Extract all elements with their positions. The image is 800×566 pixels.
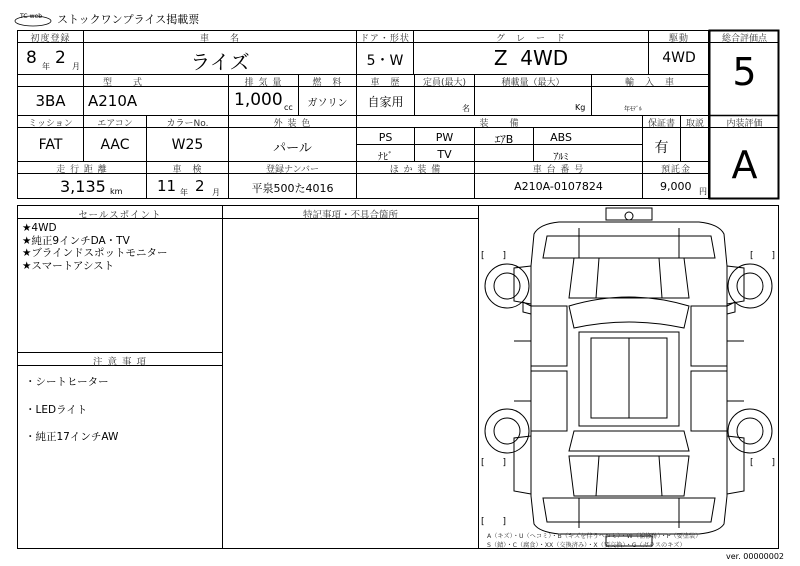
bracket-rear-right: [ ]: [750, 458, 776, 468]
logo-text: TC-web: [20, 13, 43, 20]
exterior-label: 外 装 色: [273, 119, 312, 129]
cc-unit: cc: [284, 103, 293, 112]
deposit-label: 預託金: [660, 165, 691, 175]
car-damage-diagram: [479, 206, 778, 548]
equip-navi: ﾅﾋﾞ: [378, 152, 393, 163]
mission-label: ミッション: [28, 119, 73, 129]
car-name-label: 車 名: [199, 34, 240, 44]
inspection-label: 車 検: [172, 165, 203, 175]
list-item: ・LEDライト: [25, 403, 88, 416]
other-equip-label: ほ か 装 備: [389, 165, 442, 175]
overall-rating-label: 総合評価点: [721, 34, 767, 44]
yen-unit: 円: [699, 187, 707, 196]
bracket-front-left: [ ]: [481, 251, 507, 261]
drive-label: 駆動: [668, 34, 689, 44]
model-code: A210A: [88, 92, 138, 110]
bracket-bottom-left: [ ]: [481, 517, 507, 527]
door-shape: 5・W: [366, 53, 404, 69]
damage-legend-line2: S（錆）・C（腐食）・XX（交換済み）・X（要交換）・G（ガラスのキズ）: [487, 542, 686, 549]
import-label: 輸 入 車: [624, 78, 675, 88]
door-label: ドア・形状: [360, 34, 410, 44]
mileage: 3,135: [60, 177, 106, 196]
equip-ps: PS: [378, 131, 393, 144]
inspection-month: 2: [195, 177, 205, 195]
warranty-label: 保証書: [647, 119, 675, 129]
mileage-label: 走 行 距 離: [56, 165, 108, 175]
sales-points-label: セールスポイント: [78, 210, 162, 221]
displacement-label: 排 気 量: [244, 78, 283, 88]
notes-label: 注 意 事 項: [92, 357, 148, 368]
interior-rating: A: [731, 143, 758, 187]
equip-alloy: ｱﾙﾐ: [553, 152, 569, 163]
special-notes-label: 特記事項・不具合箇所: [302, 210, 398, 221]
color-no: W25: [171, 137, 204, 153]
equip-pw: PW: [435, 131, 454, 144]
aircon-label: エアコン: [97, 119, 133, 129]
first-reg-month: 2: [55, 48, 66, 68]
capacity-label: 定員(最大): [422, 78, 467, 88]
equip-airbag: ｴｱB: [494, 133, 514, 146]
list-item: ★ブラインドスポットモニター: [22, 247, 168, 259]
grade: Z 4WD: [493, 46, 569, 70]
sales-points-list: [22, 222, 168, 272]
list-item: ★純正9インチDA・TV: [22, 234, 130, 247]
list-item: ・シートヒーター: [25, 376, 109, 388]
import-model-year: 年ﾓﾃﾞﾙ: [624, 106, 643, 113]
chassis-number: A210A-0107824: [514, 180, 603, 193]
page-title: ストックワンプライス掲載票: [57, 13, 200, 26]
fuel-type: ガソリン: [307, 98, 348, 109]
mission-type: FAT: [38, 137, 63, 153]
grade-label: グ レ ー ド: [495, 34, 566, 44]
km-unit: km: [110, 187, 123, 196]
model-prefix: 3BA: [35, 92, 66, 110]
color-no-label: カラーNo.: [166, 119, 209, 129]
aircon-type: AAC: [100, 137, 130, 153]
first-reg-year: 8: [26, 48, 37, 68]
warranty-value: 有: [654, 140, 669, 156]
inspection-year: 11: [157, 177, 177, 195]
exterior-color: パール: [273, 141, 312, 156]
model-label: 型 式: [102, 78, 143, 88]
bracket-rear-left: [ ]: [481, 458, 507, 468]
capacity-unit: 名: [462, 104, 470, 113]
plate-number: 平泉500た4016: [251, 182, 334, 195]
displacement: 1,000: [234, 90, 283, 110]
equip-abs: ABS: [550, 131, 572, 144]
history-type: 自家用: [367, 95, 404, 109]
drive-type: 4WD: [662, 50, 696, 66]
year-unit: 年: [42, 62, 50, 71]
equipment-label: 装 備: [479, 119, 520, 129]
plate-label: 登録ナンバー: [266, 165, 319, 175]
damage-legend-line1: A（キズ）・U（ヘコミ）・B（キズを伴うヘコミ）・W（補修跡）・P（要塗装）: [487, 533, 702, 540]
version-label: ver. 00000002: [726, 552, 785, 561]
bracket-front-right: [ ]: [750, 251, 776, 261]
fuel-label: 燃 料: [312, 78, 343, 88]
load-unit: Kg: [575, 103, 586, 112]
inspection-year-unit: 年: [180, 188, 188, 197]
first-reg-label: 初度登録: [30, 34, 71, 44]
month-unit: 月: [72, 62, 80, 71]
chassis-label: 車 台 番 号: [532, 165, 585, 175]
list-item: ★スマートアシスト: [22, 259, 115, 272]
deposit-amount: 9,000: [660, 180, 692, 193]
manual-label: 取説: [685, 119, 704, 129]
notes-list: [25, 376, 118, 459]
list-item: ★4WD: [22, 222, 57, 234]
history-label: 車 歴: [370, 78, 401, 88]
inspection-month-unit: 月: [212, 188, 220, 197]
interior-rating-label: 内装評価: [726, 119, 763, 129]
car-name: ライズ: [190, 50, 250, 74]
equip-tv: TV: [437, 148, 452, 161]
list-item: ・純正17インチAW: [25, 431, 119, 443]
overall-rating: 5: [732, 50, 757, 94]
load-label: 積載量（最大）: [501, 78, 565, 88]
